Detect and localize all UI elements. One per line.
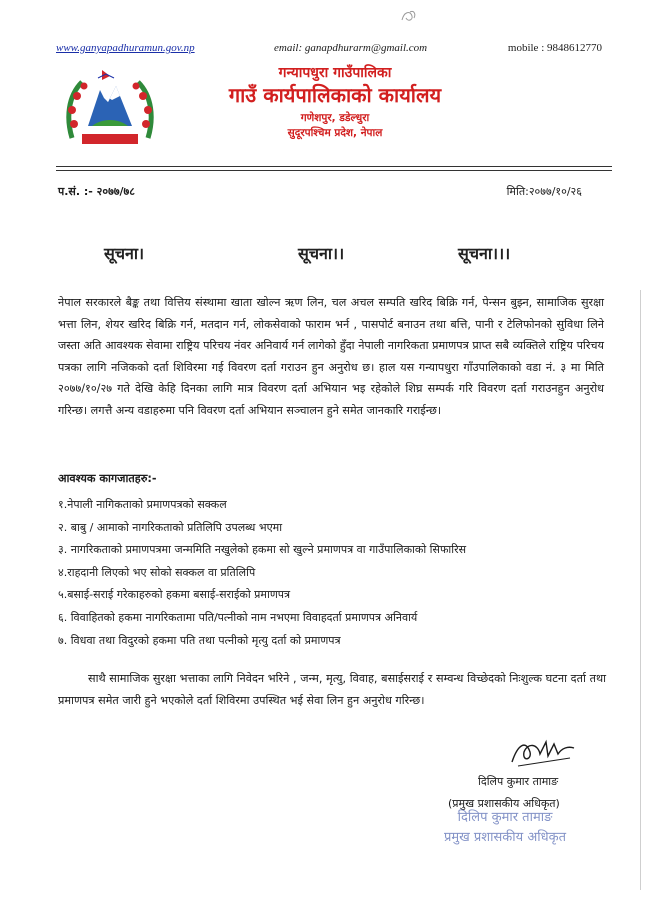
list-item: ४.राहदानी लिएको भए सोको सक्कल वा प्रतिलिपि bbox=[58, 565, 256, 579]
main-paragraph: नेपाल सरकारले बैङ्क तथा वित्तिय संस्थामा खाता खोल्न ऋण लिन, चल अचल सम्पति खरिद बिक्रि गर्न, पेन्सन बुझ्न, सामाजिक सुरक्षा भत्ता लिन, शेयर खरिद बिक्रि गर्न, मतदान गर्न, लोकसेवाको फाराम भर्न , पासपोर्ट बनाउन तथा बत्ति, पानी र टेलिफोनको सुविधा लिने जस्ता अति आवश्यक सेवामा राष्ट्रिय परिचय नंवर अनिवार्य गर्न लागेको हुँदा नेपाली नागरिकता प्रमाणपत्र प्राप्त सबै व्यक्तिले राष्ट्रिय परिचय पत्रका लागि नजिकको दर्ता शिविरमा गई विवरण दर्ता गराउन हुन अनुरोध छ। हाल यस गन्यापधुरा गाँउपालिकाको वडा नं. ३ मा मिति २०७७/१०/२७ गते देखि केहि दिनका लागि मात्र विवरण दर्ता अभियान भइ रहेकोले शिघ्र सम्पर्क गरि विवरण दर्ता गराउनहुन अनुरोध गरिन्छ। लगत्तै अन्य वडाहरुमा पनि विवरण दर्ता अभियान सञ्चालन हुने समेत जानकारि गराईन्छ। bbox=[58, 296, 604, 417]
mobile-line bbox=[508, 42, 602, 54]
list-item: १.नेपाली नागिकताको प्रमाणपत्रको सक्कल bbox=[58, 498, 227, 511]
website-link[interactable]: www.ganyapadhuramun.gov.np bbox=[56, 42, 195, 54]
closing-paragraph: साथै सामाजिक सुरक्षा भत्ताका लागि निवेदन भरिने , जन्म, मृत्यु, विवाह, बसाईसराई र सम्वन्ध विच्छेदको निःशुल्क घटना दर्ता तथा प्रमाणपत्र समेत जारी हुने भएकोले दर्ता शिविरमा उपस्थित भई सेवा लिन हुन अनुरोध गरिन्छ। bbox=[58, 672, 606, 707]
list-item: ३. नागरिकताको प्रमाणपत्रमा जन्ममिति नखुलेको हकमा सो खुल्ने प्रमाणपत्र वा गाउँपालिकाको सिफारिस bbox=[58, 543, 467, 557]
municipality-name: गन्यापधुरा गाउँपालिका bbox=[278, 65, 392, 81]
list-item: ७. विधवा तथा विदुरको हकमा पति तथा पत्नीको मृत्यु दर्ता को प्रमाणपत्र bbox=[58, 633, 341, 647]
mobile-label: mobile : bbox=[507, 42, 545, 54]
notice-title-2: सूचना।। bbox=[298, 244, 345, 263]
office-heading bbox=[170, 64, 500, 140]
notice-title-1: सूचना। bbox=[104, 244, 145, 263]
stamp-title: प्रमुख प्रशासकीय अधिकृत bbox=[443, 830, 567, 845]
signatory-title: (प्रमुख प्रशासकीय अधिकृत) bbox=[448, 797, 560, 810]
documents-list bbox=[58, 494, 618, 652]
email-address[interactable]: ganapdhurarm@gmail.com bbox=[304, 42, 428, 54]
official-stamp bbox=[420, 808, 590, 848]
list-item: ६. विवाहितको हकमा नागरिकतामा पति/पत्नीको नाम नभएमा विवाहदर्ता प्रमाणपत्र अनिवार्य bbox=[58, 610, 418, 624]
reference-number: प.सं. :- २०७७/७८ bbox=[58, 185, 136, 198]
office-name: गाउँ कार्यपालिकाको कार्यालय bbox=[228, 83, 442, 107]
province-name: सुदूरपश्चिम प्रदेश, नेपाल bbox=[287, 127, 383, 139]
government-emblem-icon bbox=[62, 68, 158, 150]
handwritten-signature bbox=[508, 734, 578, 770]
email-line bbox=[274, 42, 427, 54]
letter-date: मिति:२०७७/१०/२६ bbox=[506, 185, 582, 198]
documents-heading: आवश्यक कागजातहरु:- bbox=[58, 472, 157, 485]
header-divider bbox=[56, 166, 612, 167]
mobile-number: 9848612770 bbox=[547, 42, 602, 54]
list-item: ५.बसाई-सराई गरेकाहरुको हकमा बसाई-सराईको प्रमाणपत्र bbox=[58, 588, 291, 602]
office-address: गणेशपुर, डडेल्धुरा bbox=[300, 112, 370, 124]
notice-title-3: सूचना।।। bbox=[458, 244, 511, 263]
stamp-name: दिलिप कुमार तामाङ bbox=[457, 810, 553, 825]
email-label: email: bbox=[274, 42, 303, 54]
pen-scribble-mark bbox=[398, 6, 420, 28]
scan-edge-line bbox=[640, 290, 641, 890]
signatory-name: दिलिप कुमार तामाङ bbox=[478, 775, 559, 788]
list-item: २. बाबु / आमाको नागरिकताको प्रतिलिपि उपलब्ध भएमा bbox=[58, 520, 283, 534]
header-divider-secondary bbox=[56, 170, 612, 171]
